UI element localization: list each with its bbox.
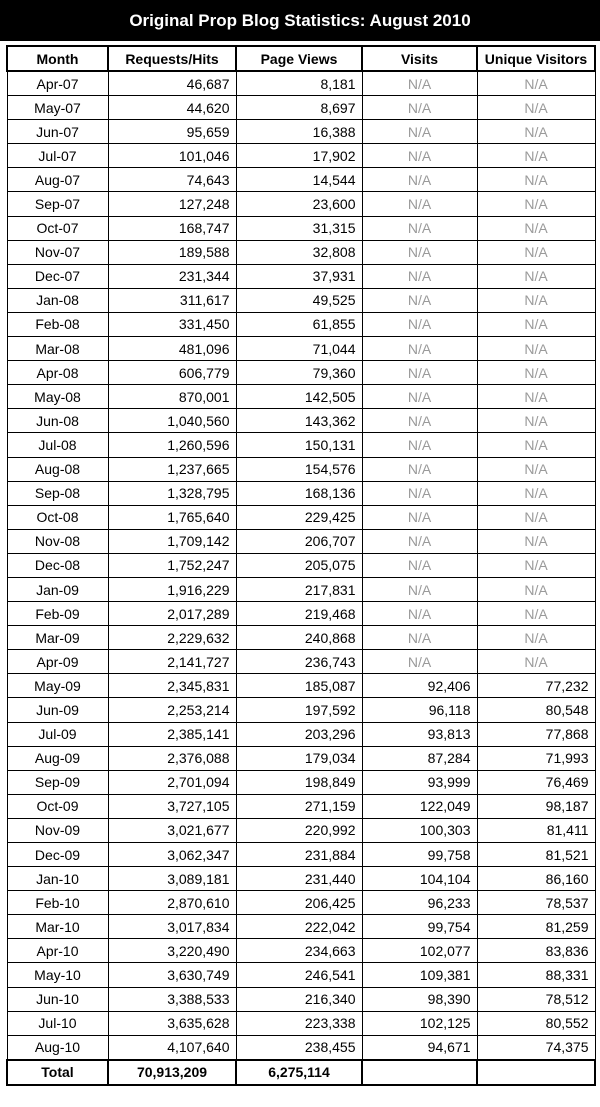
cell-visits: 92,406 [362, 674, 477, 698]
cell-unique-visitors: 76,469 [477, 770, 595, 794]
cell-month: Apr-09 [7, 650, 108, 674]
cell-visits: N/A [362, 626, 477, 650]
cell-visits: N/A [362, 553, 477, 577]
table-body [7, 71, 595, 1060]
cell-requests-hits: 46,687 [108, 71, 236, 96]
cell-unique-visitors: 71,993 [477, 746, 595, 770]
cell-month: Nov-07 [7, 240, 108, 264]
cell-unique-visitors: 77,232 [477, 674, 595, 698]
cell-visits: 109,381 [362, 963, 477, 987]
cell-requests-hits: 44,620 [108, 96, 236, 120]
cell-unique-visitors: N/A [477, 96, 595, 120]
cell-unique-visitors: N/A [477, 577, 595, 601]
cell-month: Aug-08 [7, 457, 108, 481]
cell-page-views: 71,044 [236, 337, 362, 361]
cell-requests-hits: 3,727,105 [108, 794, 236, 818]
cell-page-views: 198,849 [236, 770, 362, 794]
cell-month: Apr-08 [7, 361, 108, 385]
statistics-table [6, 45, 596, 1086]
cell-unique-visitors: 80,548 [477, 698, 595, 722]
cell-month: May-08 [7, 385, 108, 409]
cell-unique-visitors: 81,411 [477, 818, 595, 842]
table-row [7, 698, 595, 722]
cell-page-views: 231,884 [236, 843, 362, 867]
cell-visits: N/A [362, 71, 477, 96]
cell-unique-visitors: 88,331 [477, 963, 595, 987]
cell-unique-visitors: N/A [477, 71, 595, 96]
table-row [7, 577, 595, 601]
column-header-month: Month [7, 46, 108, 71]
cell-visits: 98,390 [362, 987, 477, 1011]
cell-page-views: 179,034 [236, 746, 362, 770]
cell-visits: N/A [362, 168, 477, 192]
cell-page-views: 240,868 [236, 626, 362, 650]
cell-month: Oct-09 [7, 794, 108, 818]
table-row [7, 722, 595, 746]
cell-unique-visitors: N/A [477, 433, 595, 457]
cell-unique-visitors: N/A [477, 240, 595, 264]
table-row [7, 192, 595, 216]
cell-requests-hits: 3,017,834 [108, 915, 236, 939]
cell-visits: N/A [362, 288, 477, 312]
cell-visits: N/A [362, 144, 477, 168]
cell-unique-visitors: N/A [477, 529, 595, 553]
cell-requests-hits: 127,248 [108, 192, 236, 216]
cell-month: Feb-08 [7, 312, 108, 336]
table-row [7, 457, 595, 481]
cell-page-views: 154,576 [236, 457, 362, 481]
cell-visits: 96,118 [362, 698, 477, 722]
table-row [7, 553, 595, 577]
table-row [7, 794, 595, 818]
cell-visits: 102,125 [362, 1011, 477, 1035]
total-requests-hits: 70,913,209 [108, 1060, 236, 1085]
cell-page-views: 223,338 [236, 1011, 362, 1035]
table-row [7, 264, 595, 288]
cell-unique-visitors: 81,259 [477, 915, 595, 939]
cell-unique-visitors: 80,552 [477, 1011, 595, 1035]
cell-requests-hits: 1,237,665 [108, 457, 236, 481]
cell-requests-hits: 331,450 [108, 312, 236, 336]
table-row [7, 96, 595, 120]
cell-requests-hits: 3,062,347 [108, 843, 236, 867]
cell-requests-hits: 2,870,610 [108, 891, 236, 915]
cell-page-views: 17,902 [236, 144, 362, 168]
cell-page-views: 236,743 [236, 650, 362, 674]
cell-page-views: 220,992 [236, 818, 362, 842]
cell-unique-visitors: N/A [477, 409, 595, 433]
cell-visits: N/A [362, 650, 477, 674]
cell-requests-hits: 3,630,749 [108, 963, 236, 987]
cell-unique-visitors: N/A [477, 168, 595, 192]
table-row [7, 963, 595, 987]
table-row [7, 987, 595, 1011]
cell-page-views: 197,592 [236, 698, 362, 722]
cell-requests-hits: 4,107,640 [108, 1035, 236, 1060]
cell-visits: 122,049 [362, 794, 477, 818]
table-row [7, 602, 595, 626]
cell-page-views: 222,042 [236, 915, 362, 939]
cell-page-views: 205,075 [236, 553, 362, 577]
cell-visits: 99,754 [362, 915, 477, 939]
table-row [7, 626, 595, 650]
cell-requests-hits: 2,141,727 [108, 650, 236, 674]
cell-unique-visitors: N/A [477, 192, 595, 216]
table-footer [7, 1060, 595, 1085]
cell-page-views: 216,340 [236, 987, 362, 1011]
cell-requests-hits: 2,229,632 [108, 626, 236, 650]
cell-requests-hits: 1,916,229 [108, 577, 236, 601]
column-header-page-views: Page Views [236, 46, 362, 71]
cell-visits: N/A [362, 312, 477, 336]
cell-month: Mar-10 [7, 915, 108, 939]
cell-page-views: 143,362 [236, 409, 362, 433]
cell-page-views: 206,707 [236, 529, 362, 553]
cell-visits: 87,284 [362, 746, 477, 770]
cell-month: Mar-09 [7, 626, 108, 650]
table-row [7, 216, 595, 240]
cell-requests-hits: 1,040,560 [108, 409, 236, 433]
table-row [7, 337, 595, 361]
cell-month: Jun-08 [7, 409, 108, 433]
cell-requests-hits: 95,659 [108, 120, 236, 144]
cell-month: Sep-07 [7, 192, 108, 216]
cell-page-views: 185,087 [236, 674, 362, 698]
cell-unique-visitors: N/A [477, 288, 595, 312]
cell-unique-visitors: N/A [477, 216, 595, 240]
cell-visits: N/A [362, 481, 477, 505]
cell-page-views: 234,663 [236, 939, 362, 963]
cell-visits: N/A [362, 264, 477, 288]
cell-unique-visitors: N/A [477, 361, 595, 385]
cell-page-views: 271,159 [236, 794, 362, 818]
cell-requests-hits: 3,635,628 [108, 1011, 236, 1035]
cell-month: Jun-10 [7, 987, 108, 1011]
table-row [7, 120, 595, 144]
cell-unique-visitors: 77,868 [477, 722, 595, 746]
cell-unique-visitors: N/A [477, 120, 595, 144]
cell-visits: 93,999 [362, 770, 477, 794]
cell-page-views: 31,315 [236, 216, 362, 240]
table-row [7, 1035, 595, 1060]
cell-unique-visitors: 86,160 [477, 867, 595, 891]
cell-requests-hits: 231,344 [108, 264, 236, 288]
cell-page-views: 8,697 [236, 96, 362, 120]
cell-visits: N/A [362, 96, 477, 120]
cell-month: Mar-08 [7, 337, 108, 361]
cell-page-views: 49,525 [236, 288, 362, 312]
total-label: Total [7, 1060, 108, 1085]
cell-month: Nov-08 [7, 529, 108, 553]
cell-visits: N/A [362, 120, 477, 144]
table-row [7, 144, 595, 168]
cell-unique-visitors: N/A [477, 505, 595, 529]
cell-visits: 99,758 [362, 843, 477, 867]
cell-requests-hits: 481,096 [108, 337, 236, 361]
table-row [7, 770, 595, 794]
cell-month: Dec-07 [7, 264, 108, 288]
cell-requests-hits: 311,617 [108, 288, 236, 312]
cell-visits: N/A [362, 385, 477, 409]
cell-requests-hits: 1,709,142 [108, 529, 236, 553]
cell-month: Jul-09 [7, 722, 108, 746]
cell-visits: N/A [362, 433, 477, 457]
cell-visits: 94,671 [362, 1035, 477, 1060]
cell-requests-hits: 2,253,214 [108, 698, 236, 722]
cell-month: Jan-10 [7, 867, 108, 891]
table-row [7, 361, 595, 385]
table-row [7, 746, 595, 770]
total-row [7, 1060, 595, 1085]
cell-unique-visitors: 78,537 [477, 891, 595, 915]
total-page-views: 6,275,114 [236, 1060, 362, 1085]
cell-unique-visitors: N/A [477, 385, 595, 409]
cell-page-views: 142,505 [236, 385, 362, 409]
cell-requests-hits: 2,376,088 [108, 746, 236, 770]
table-row [7, 481, 595, 505]
cell-visits: N/A [362, 577, 477, 601]
table-row [7, 288, 595, 312]
total-unique-visitors [477, 1060, 595, 1085]
cell-unique-visitors: N/A [477, 602, 595, 626]
cell-visits: 104,104 [362, 867, 477, 891]
cell-month: Jun-07 [7, 120, 108, 144]
column-header-visits: Visits [362, 46, 477, 71]
cell-month: Nov-09 [7, 818, 108, 842]
cell-page-views: 8,181 [236, 71, 362, 96]
cell-page-views: 168,136 [236, 481, 362, 505]
cell-month: May-09 [7, 674, 108, 698]
table-row [7, 650, 595, 674]
cell-requests-hits: 2,345,831 [108, 674, 236, 698]
cell-visits: N/A [362, 529, 477, 553]
table-row [7, 168, 595, 192]
table-row [7, 1011, 595, 1035]
cell-requests-hits: 189,588 [108, 240, 236, 264]
cell-requests-hits: 2,701,094 [108, 770, 236, 794]
header-row [7, 46, 595, 71]
cell-requests-hits: 168,747 [108, 216, 236, 240]
cell-unique-visitors: N/A [477, 553, 595, 577]
cell-month: Oct-07 [7, 216, 108, 240]
cell-unique-visitors: N/A [477, 650, 595, 674]
cell-month: Jul-08 [7, 433, 108, 457]
table-row [7, 433, 595, 457]
cell-unique-visitors: N/A [477, 144, 595, 168]
cell-page-views: 231,440 [236, 867, 362, 891]
cell-page-views: 37,931 [236, 264, 362, 288]
cell-month: Apr-10 [7, 939, 108, 963]
cell-month: Aug-07 [7, 168, 108, 192]
cell-page-views: 61,855 [236, 312, 362, 336]
cell-requests-hits: 101,046 [108, 144, 236, 168]
cell-requests-hits: 1,260,596 [108, 433, 236, 457]
column-header-requests-hits: Requests/Hits [108, 46, 236, 71]
cell-month: Sep-09 [7, 770, 108, 794]
cell-page-views: 79,360 [236, 361, 362, 385]
cell-month: Jan-09 [7, 577, 108, 601]
cell-unique-visitors: N/A [477, 626, 595, 650]
cell-month: Feb-10 [7, 891, 108, 915]
cell-page-views: 14,544 [236, 168, 362, 192]
cell-month: Feb-09 [7, 602, 108, 626]
cell-unique-visitors: N/A [477, 264, 595, 288]
table-row [7, 939, 595, 963]
cell-month: Jul-07 [7, 144, 108, 168]
cell-requests-hits: 1,752,247 [108, 553, 236, 577]
cell-visits: N/A [362, 361, 477, 385]
cell-page-views: 150,131 [236, 433, 362, 457]
cell-visits: N/A [362, 337, 477, 361]
table-row [7, 409, 595, 433]
cell-requests-hits: 1,328,795 [108, 481, 236, 505]
table-row [7, 312, 595, 336]
cell-page-views: 206,425 [236, 891, 362, 915]
cell-visits: N/A [362, 457, 477, 481]
cell-unique-visitors: 74,375 [477, 1035, 595, 1060]
cell-month: Dec-09 [7, 843, 108, 867]
cell-visits: N/A [362, 240, 477, 264]
cell-page-views: 246,541 [236, 963, 362, 987]
cell-requests-hits: 2,385,141 [108, 722, 236, 746]
cell-month: Oct-08 [7, 505, 108, 529]
cell-unique-visitors: N/A [477, 457, 595, 481]
table-header [7, 46, 595, 71]
table-row [7, 240, 595, 264]
cell-page-views: 238,455 [236, 1035, 362, 1060]
total-visits [362, 1060, 477, 1085]
cell-unique-visitors: 98,187 [477, 794, 595, 818]
column-header-unique-visitors: Unique Visitors [477, 46, 595, 71]
cell-requests-hits: 3,021,677 [108, 818, 236, 842]
table-row [7, 529, 595, 553]
page-title: Original Prop Blog Statistics: August 2010 [0, 0, 600, 41]
cell-visits: 100,303 [362, 818, 477, 842]
cell-unique-visitors: 81,521 [477, 843, 595, 867]
table-row [7, 385, 595, 409]
cell-requests-hits: 1,765,640 [108, 505, 236, 529]
cell-month: Dec-08 [7, 553, 108, 577]
cell-month: Jul-10 [7, 1011, 108, 1035]
cell-page-views: 217,831 [236, 577, 362, 601]
cell-visits: N/A [362, 216, 477, 240]
cell-requests-hits: 3,220,490 [108, 939, 236, 963]
cell-requests-hits: 606,779 [108, 361, 236, 385]
cell-visits: N/A [362, 505, 477, 529]
cell-page-views: 229,425 [236, 505, 362, 529]
cell-unique-visitors: 78,512 [477, 987, 595, 1011]
table-row [7, 674, 595, 698]
cell-unique-visitors: N/A [477, 481, 595, 505]
cell-requests-hits: 3,388,533 [108, 987, 236, 1011]
cell-unique-visitors: N/A [477, 337, 595, 361]
cell-month: May-10 [7, 963, 108, 987]
cell-page-views: 16,388 [236, 120, 362, 144]
cell-visits: N/A [362, 192, 477, 216]
table-row [7, 505, 595, 529]
cell-month: Aug-10 [7, 1035, 108, 1060]
cell-month: Apr-07 [7, 71, 108, 96]
cell-visits: 93,813 [362, 722, 477, 746]
cell-visits: N/A [362, 602, 477, 626]
cell-requests-hits: 3,089,181 [108, 867, 236, 891]
table-row [7, 843, 595, 867]
cell-page-views: 32,808 [236, 240, 362, 264]
cell-month: Aug-09 [7, 746, 108, 770]
cell-requests-hits: 870,001 [108, 385, 236, 409]
cell-visits: 96,233 [362, 891, 477, 915]
cell-month: Jun-09 [7, 698, 108, 722]
cell-page-views: 23,600 [236, 192, 362, 216]
cell-unique-visitors: 83,836 [477, 939, 595, 963]
table-row [7, 891, 595, 915]
cell-requests-hits: 2,017,289 [108, 602, 236, 626]
cell-page-views: 203,296 [236, 722, 362, 746]
cell-visits: 102,077 [362, 939, 477, 963]
table-row [7, 867, 595, 891]
cell-month: May-07 [7, 96, 108, 120]
table-row [7, 71, 595, 96]
cell-month: Jan-08 [7, 288, 108, 312]
table-row [7, 915, 595, 939]
cell-page-views: 219,468 [236, 602, 362, 626]
cell-requests-hits: 74,643 [108, 168, 236, 192]
table-row [7, 818, 595, 842]
cell-visits: N/A [362, 409, 477, 433]
cell-month: Sep-08 [7, 481, 108, 505]
cell-unique-visitors: N/A [477, 312, 595, 336]
